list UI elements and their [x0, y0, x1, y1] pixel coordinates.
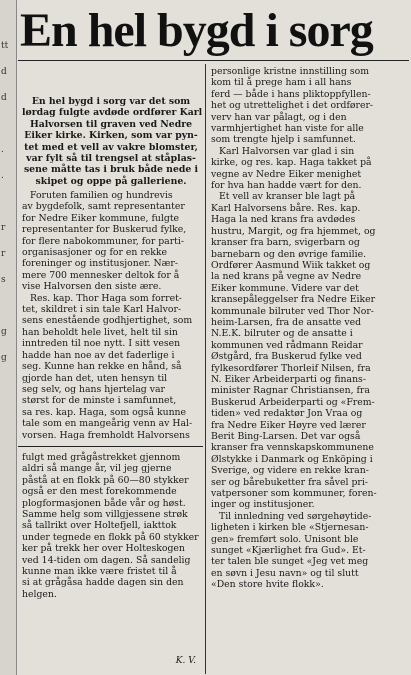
body-line: minister Ragnar Christiansen, fra — [211, 385, 370, 397]
body-line: Haga la ned krans fra avdødes — [211, 214, 356, 226]
body-line: Østgård, fra Buskerud fylke ved — [211, 351, 362, 363]
body-line: mere 700 mennesker deltok for å — [22, 269, 180, 281]
body-line: N. Eiker Arbeiderparti og finans- — [211, 373, 366, 385]
body-line: Karl Halvorsen var glad i sin — [219, 145, 355, 157]
body-line: fulgt med grågåstrekket gjennom — [22, 452, 181, 463]
margin-fragment: g — [1, 353, 7, 363]
body-line: tale som en mangeårig venn av Hal- — [22, 418, 193, 430]
lead-line: En hel bygd i sorg var det som — [31, 96, 191, 107]
body-line: vorsen. Haga fremholdt Halvorsens — [22, 429, 190, 441]
body-line: størst for de minste i samfunnet, — [22, 395, 177, 407]
lead-paragraph — [22, 96, 203, 187]
section-rule — [18, 446, 203, 447]
body-line: Samme helg som villgjessene strøk — [22, 509, 188, 521]
signature: K. V. — [175, 655, 196, 666]
lead-line: var fylt så til trengsel at ståplas- — [26, 153, 196, 165]
body-line: også er den mest forekommende — [22, 486, 177, 498]
margin-fragment: d — [1, 93, 7, 103]
left-column-bottom — [22, 452, 200, 667]
body-line: hadde han noe av det faderlige i — [22, 349, 175, 361]
margin-fragment: s — [1, 275, 6, 285]
body-line: organisasjoner og for en rekke — [22, 247, 168, 259]
body-line: sunget «Kjærlighet fra Gud». Et- — [211, 545, 366, 557]
body-line: sens enestående godhjertighet, som — [22, 315, 193, 327]
body-line: foreninger og institusjoner. Nær- — [22, 258, 178, 270]
headline: En hel bygd i sorg — [20, 4, 373, 57]
body-line: plogformasjonen både vår og høst. — [22, 497, 186, 509]
margin-fragment: . — [1, 171, 4, 181]
body-line: Et vell av kranser ble lagt på — [219, 191, 356, 203]
body-line: vise Halvorsen den siste ære. — [22, 281, 162, 293]
body-line: ker på trekk her over Holteskogen — [22, 543, 185, 555]
body-line: Sverige, og videre en rekke kran- — [211, 465, 369, 477]
body-line: ferd — både i hans pliktoppfyllen- — [211, 88, 371, 100]
body-line: Foruten familien og hundrevis — [30, 190, 173, 201]
body-line: han beholdt hele livet, helt til sin — [22, 326, 178, 338]
margin-fragment: g — [1, 327, 7, 337]
body-line: Berit Bing-Larsen. Det var også — [211, 431, 361, 442]
body-line: «Den store hvite flokk». — [211, 579, 324, 591]
body-line: Ordfører Aasmund Wiik takket og — [211, 259, 371, 271]
body-line: Karl Halvorsens båre. Res. kap. — [211, 202, 361, 214]
body-line: under tegnede en flokk på 60 stykker — [22, 531, 199, 543]
body-line: si at grågåsa hadde dagen sin den — [22, 577, 184, 589]
lead-line: tet med et vell av vakre blomster, — [24, 141, 198, 153]
lead-line: lørdag fulgte avdøde ordfører Karl — [22, 107, 203, 119]
body-line: fylkesordfører Thorleif Nilsen, fra — [211, 362, 371, 374]
body-line: seg selv, og hans hjertelag var — [22, 383, 165, 395]
body-line: representanter for Buskerud fylke, — [22, 224, 187, 236]
body-line: Til innledning ved sørgehøytide- — [219, 510, 372, 522]
body-line: kom til å prege ham i all hans — [211, 77, 352, 89]
right-column-body — [211, 66, 409, 591]
left-column-body — [22, 190, 200, 441]
body-line: aldri så mange år, vil jeg gjerne — [22, 463, 172, 475]
margin-fragment: r — [1, 249, 6, 259]
body-line: gjorde han det, uten hensyn til — [22, 372, 168, 384]
body-line: vegne av Nedre Eiker menighet — [211, 168, 362, 180]
margin-fragment: d — [1, 67, 7, 77]
body-line: la ned krans på vegne av Nedre — [211, 271, 362, 283]
body-line: helgen. — [22, 588, 57, 600]
body-line: inntreden til noe nytt. I sitt vesen — [22, 338, 181, 350]
margin-fragment: . — [1, 145, 4, 155]
body-line: for hva han hadde vært for den. — [211, 180, 362, 192]
body-line: så tallrikt over Holtefjell, iakttok — [22, 520, 177, 532]
body-line: het og utrettelighet i det ordfører- — [211, 100, 374, 112]
body-line: ved 14-tiden om dagen. Så sandelig — [22, 554, 191, 566]
body-line: kranser fra barn, svigerbarn og — [211, 237, 360, 249]
body-line: sa res. kap. Haga, som også kunne — [22, 406, 187, 418]
body-line: kransepåleggelser fra Nedre Eiker — [211, 294, 376, 306]
body-line: personlige kristne innstilling som — [211, 66, 370, 77]
body-line: verv han var pålagt, og i den — [211, 111, 347, 123]
body-line: kirke, og res. kap. Haga takket på — [211, 157, 372, 169]
body-line: vatpersoner som kommuner, foren- — [211, 488, 377, 500]
margin-fragment: r — [1, 223, 6, 233]
body-line: påstå at en flokk på 60—80 stykker — [22, 474, 189, 486]
body-line: kranser fra vennskapskommunene — [211, 442, 374, 454]
body-line: fra Nedre Eiker Høyre ved lærer — [211, 419, 366, 431]
margin-fragment: tt — [1, 41, 9, 51]
body-line: inger og institusjoner. — [211, 499, 315, 511]
body-line: Ølstykke i Danmark og Enköping i — [211, 453, 373, 465]
body-line: kunne man ikke være fristet til å — [22, 566, 177, 578]
body-line: for flere nabokommuner, for parti- — [22, 235, 185, 247]
body-line: heim-Larsen, fra de ansatte ved — [211, 316, 362, 328]
adjacent-column-fragment — [0, 0, 17, 675]
body-line: hustru, Margit, og fra hjemmet, og — [211, 225, 376, 237]
body-line: kommunen ved rådmann Reidar — [211, 339, 363, 351]
lead-line: Halvorsen til graven ved Nedre — [29, 118, 193, 130]
body-line: varmhjertighet han viste for alle — [211, 123, 364, 135]
lead-line: sene måtte tas i bruk både nede i — [23, 164, 199, 176]
body-line: for Nedre Eiker kommune, fulgte — [22, 212, 180, 224]
body-line: seg. Kunne han rekke en hånd, så — [22, 361, 182, 373]
headline-rule — [18, 60, 409, 61]
body-line: gen» fremført solo. Unisont ble — [211, 533, 359, 545]
body-line: som trengte hjelp i samfunnet. — [211, 134, 356, 146]
lead-line: skipet og oppe på galleriene. — [35, 175, 187, 187]
body-line: en søvn i Jesu navn» og til slutt — [211, 567, 359, 579]
lead-line: Eiker kirke. Kirken, som var pyn- — [24, 130, 198, 142]
body-line: Buskerud Arbeiderparti og «Frem- — [211, 396, 375, 408]
body-line: Eiker kommune. Videre var det — [211, 282, 359, 294]
body-line: ser og bårebuketter fra såvel pri- — [211, 476, 368, 488]
body-line: kommunale bilruter ved Thor Nor- — [211, 305, 374, 317]
body-line: ligheten i kirken ble «Stjernesan- — [211, 522, 369, 534]
body-line: Res. kap. Thor Haga som forret- — [30, 292, 182, 304]
body-line: N.E.K. bilruter og de ansatte i — [211, 328, 353, 340]
body-line: barnebarn og den øvrige familie. — [211, 248, 367, 260]
body-line: tiden» ved redaktør Jon Vraa og — [211, 408, 363, 420]
body-line: ter talen ble sunget «Jeg vet meg — [211, 556, 369, 568]
body-line: tet, skildret i sin tale Karl Halvor- — [22, 304, 182, 316]
column-divider — [205, 64, 206, 674]
body-line: av bygdefolk, samt representanter — [22, 201, 185, 213]
